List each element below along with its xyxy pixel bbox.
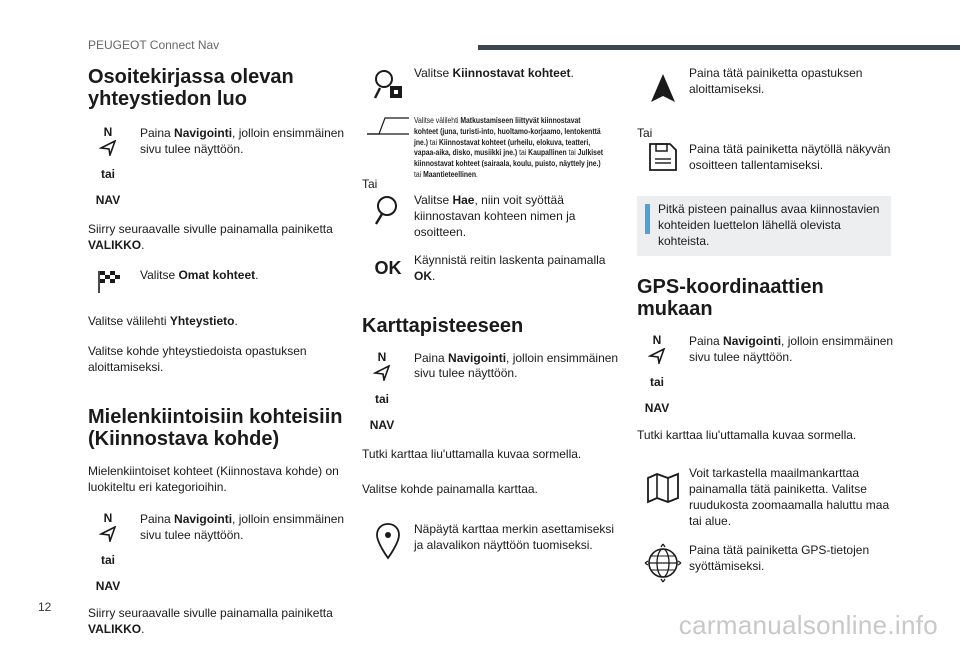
- watermark: carmanualsonline.info: [678, 610, 938, 641]
- text-select-map: Valitse kohde painamalla karttaa.: [362, 482, 538, 497]
- nav-arrow-icon: [99, 140, 117, 156]
- heading-poi: Mielenkiintoisiin kohteisiin (Kiinnostava kohde): [88, 405, 343, 450]
- tabs-row: [362, 116, 624, 181]
- nav-block-4: [637, 334, 899, 414]
- text-select: Valitse kohde yhteystiedoista opastuksen aloittamiseksi.: [88, 343, 307, 374]
- flag-icon: [88, 268, 130, 294]
- nav-text: Paina Navigointi, jolloin ensimmäinen sivu tulee näyttöön.: [140, 511, 345, 542]
- header-bar: [478, 45, 960, 50]
- nav-arrow-icon: [648, 348, 666, 364]
- text-poi-intro: Mielenkiintoiset kohteet (Kiinnostava kohde) on luokiteltu eri kategorioihin.: [88, 463, 339, 494]
- text-menu: Siirry seuraavalle sivulle painamalla painiketta VALIKKO.: [88, 222, 333, 252]
- ok-icon: OK: [374, 257, 402, 278]
- nav-arrow-icon: [373, 365, 391, 381]
- world-map-icon: [637, 466, 689, 504]
- my-destinations-row: Valitse Omat kohteet.: [88, 268, 350, 294]
- nav-text: Paina Navigointi, jolloin ensimmäinen sivu tulee näyttöön.: [689, 333, 894, 364]
- nav-block-2: [88, 512, 350, 592]
- gps-row: Paina tätä painiketta GPS-tietojen syöttämiseksi.: [637, 543, 899, 583]
- nav-arrow-icon: [99, 526, 117, 542]
- navigation-icon: N tai NAV: [369, 349, 395, 432]
- nav-text: Paina Navigointi, jolloin ensimmäinen sivu tulee näyttöön.: [414, 350, 619, 381]
- navigation-icon: N tai NAV: [95, 125, 121, 207]
- pin-row: Näpäytä karttaa merkin asettamiseksi ja alavalikon näyttöön tuomiseksi.: [362, 522, 624, 560]
- nav-block-1: [88, 126, 350, 206]
- search-icon: [362, 193, 414, 227]
- text-menu-2: Siirry seuraavalle sivulle painamalla painiketta VALIKKO.: [88, 605, 333, 636]
- ok-row: OK Käynnistä reitin laskenta painamalla OK.: [362, 253, 624, 285]
- nav-block-3: [362, 351, 624, 431]
- info-icon: [645, 204, 650, 234]
- heading-gps: GPS-koordinaattien mukaan: [637, 275, 824, 320]
- navigation-icon: N tai NAV: [95, 510, 121, 593]
- heading-contact: Osoitekirjassa olevan yhteystiedon luo: [88, 66, 294, 110]
- text-or: Tai: [362, 176, 378, 191]
- nav-text: Paina Navigointi, jolloin ensimmäinen sivu tulee näyttöön.: [140, 126, 345, 156]
- tabs-description: Valitse välilehti Matkustamiseen liittyvät kiinnostavat kohteet (juna, turisti-into, huoltamo-korjaamo, lentokenttä jne.) tai Kiinnostavat kohteet (urheilu, elokuva, teatteri, vapaa-aika, disko, musiikki jne.) tai Kaupallinen tai Julkiset kiinnostavat kohteet (sairaala, koulu, puisto, näyttely jne.) tai Maantieteellinen.: [414, 116, 603, 179]
- text-explore: Tutki karttaa liu'uttamalla kuvaa sormella.: [637, 427, 857, 442]
- poi-row: Valitse Kiinnostavat kohteet.: [362, 66, 624, 102]
- column-1: [88, 66, 350, 638]
- heading-map-point: Karttapisteeseen: [362, 314, 524, 337]
- header-title: PEUGEOT Connect Nav: [88, 38, 220, 52]
- text-or: Tai: [637, 126, 653, 140]
- navigation-icon: N tai NAV: [644, 332, 670, 415]
- text-explore: Tutki karttaa liu'uttamalla kuvaa sormella.: [362, 446, 582, 461]
- start-row: Paina tätä painiketta opastuksen aloittamiseksi.: [637, 66, 899, 106]
- save-icon: [637, 142, 689, 172]
- search-row: Valitse Hae, niin voit syöttää kiinnostavan kohteen nimen ja osoitteen.: [362, 193, 624, 241]
- tab-bar-icon: [362, 116, 414, 136]
- column-3: [637, 66, 899, 583]
- start-guidance-icon: [637, 66, 689, 106]
- map-pin-icon: [362, 522, 414, 560]
- page-number: 12: [38, 600, 52, 614]
- column-2: [362, 66, 624, 560]
- text-tab: Valitse välilehti Yhteystieto.: [88, 313, 238, 328]
- world-map-row: Voit tarkastella maailmankarttaa painamalla tätä painiketta. Valitse ruudukosta zoomaamalla haluttu maa tai alue.: [637, 466, 899, 530]
- save-row: Paina tätä painiketta näytöllä näkyvän osoitteen tallentamiseksi.: [637, 142, 899, 174]
- globe-icon: [637, 543, 689, 583]
- info-note: Pitkä pisteen painallus avaa kiinnostavien kohteiden luettelon lähellä olevista kohteista.: [637, 196, 891, 256]
- poi-icon: [362, 66, 414, 102]
